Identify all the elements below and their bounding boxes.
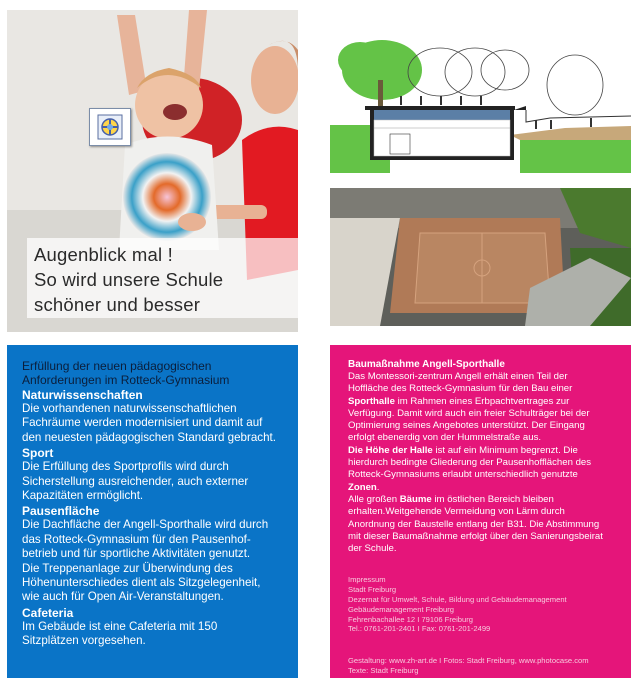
cafeteria-line: Sitzplätzen vorgesehen.: [22, 634, 146, 648]
science-line: Die vorhandenen naturwissenschaftlichen: [22, 402, 237, 415]
aerial-rendering: [330, 188, 631, 326]
sport-line: Die Erfüllung des Sportprofils wird durch: [22, 460, 229, 474]
headline-line-1: Augenblick mal !: [34, 244, 173, 265]
construction-panel: [330, 345, 631, 678]
intro-line-2: Anforderungen im Rotteck-Gymnasium: [22, 373, 230, 387]
science-line: den neuesten pädagogischen Standard gebracht.: [22, 430, 276, 444]
break-area-line: wie auch für Open Air-Veranstaltungen.: [22, 590, 224, 604]
break-area-line: Die Dachfläche der Angell-Sporthalle wird durch: [22, 518, 269, 532]
impressum-line: Stadt Freiburg: [348, 585, 397, 595]
paragraph-text: ist auf ein Minimum begrenzt. Die: [432, 444, 578, 456]
intro-line-1: Erfüllung der neuen pädagogischen: [22, 359, 212, 373]
construction-heading: Baumaßnahme Angell-Sporthalle: [348, 359, 505, 370]
plugin-icon[interactable]: [89, 108, 131, 146]
paragraph-line: Verfügung. Damit wird auch ein freier Schulträger bei der: [348, 407, 590, 419]
paragraph-line: Optimierung seines Angebotes unterstützt. Der Eingang: [348, 420, 585, 432]
architectural-section-drawing: [330, 10, 631, 173]
break-area-line: das Rotteck-Gymnasium für den Pausenhof-: [22, 532, 251, 546]
paragraph-line: Hoffläche des Rotteck-Gymnasium für den Bau einer: [348, 383, 573, 395]
impressum-line: Fehrenbachallee 12 I 79106 Freiburg: [348, 614, 473, 624]
construction-content: [348, 359, 626, 676]
paragraph-line: Zonen.: [348, 481, 380, 493]
cafeteria-line: Im Gebäude ist eine Cafeteria mit 150: [22, 619, 218, 633]
impressum-line: Dezernat für Umwelt, Schule, Bildung und Gebäudemanagement: [348, 595, 567, 605]
section-drawing-illustration: [330, 10, 631, 173]
paragraph-line: der Schule.: [348, 543, 397, 555]
sporthalle-bold: Sporthalle: [348, 395, 395, 407]
paragraph-text: Alle großen: [348, 493, 400, 505]
credits-line: Gestaltung: www.zh-art.de I Fotos: Stadt Freiburg, www.photocase.com: [348, 656, 589, 666]
paragraph-line: hierdurch bedingte Gliederung der Pausenhofflächen des: [348, 457, 592, 469]
section-heading-science: Naturwissenschaften: [22, 388, 143, 402]
headline-line-2: So wird unsere Schule: [34, 269, 224, 290]
section-heading-break-area: Pausenfläche: [22, 504, 100, 519]
paragraph-line: [348, 445, 626, 457]
break-area-line: Höhenunterschiedes dient als Sitzgelegenheit,: [22, 576, 261, 590]
paragraph-line: erfolgt ebenerdig von der Hummelstraße aus.: [348, 432, 542, 444]
paragraph-line: mit dieser Baumaßnahme erfolgt über den Sanierungsbeirat: [348, 530, 603, 542]
impressum-line: Impressum: [348, 575, 386, 585]
aerial-rendering-illustration: [330, 188, 631, 326]
section-heading-cafeteria: Cafeteria: [22, 605, 74, 620]
impressum-line: Tel.: 0761-201-2401 I Fax: 0761-201-2499: [348, 624, 491, 634]
headline-line-3: schöner und besser: [34, 294, 201, 315]
child-photo: [7, 10, 298, 332]
credits-line: Texte: Stadt Freiburg: [348, 666, 419, 676]
impressum-line: Gebäudemanagement Freiburg: [348, 604, 454, 614]
sport-line: Sicherstellung ausreichender, auch externer: [22, 474, 249, 488]
zones-bold: Zonen: [348, 481, 377, 493]
science-line: Fachräume werden modernisiert und damit auf: [22, 416, 263, 430]
break-area-line: betrieb und für sportliche Aktivitäten genutzt.: [22, 547, 251, 561]
paragraph-line: Das Montessori-zentrum Angell erhält einen Teil der: [348, 371, 568, 382]
paragraph-line: Anordnung der Baustelle entlang der B31. Die Abstimmung: [348, 518, 600, 530]
requirements-content: [22, 359, 294, 649]
headline-box: [27, 238, 298, 318]
paragraph-text: im östlichen Bereich bleiben: [431, 493, 554, 505]
break-area-line: Die Treppenanlage zur Überwindung des: [22, 561, 233, 575]
paragraph-line: erhalten.Weitgehende Vermeidung von Lärm durch: [348, 506, 565, 518]
paragraph-line: [348, 494, 626, 506]
paragraph-text: im Rahmen eines Erbpachtvertrages zur: [394, 395, 570, 407]
requirements-panel: [7, 345, 298, 678]
paragraph-line: [348, 396, 626, 408]
paragraph-line: Rotteck-Gymnasiums erlaubt unterschiedlich genutzte: [348, 469, 578, 481]
section-heading-sport: Sport: [22, 446, 54, 461]
hall-height-bold: Die Höhe der Halle: [348, 444, 433, 456]
sport-line: Kapazitäten ermöglicht.: [22, 489, 144, 503]
trees-bold: Bäume: [399, 493, 432, 505]
